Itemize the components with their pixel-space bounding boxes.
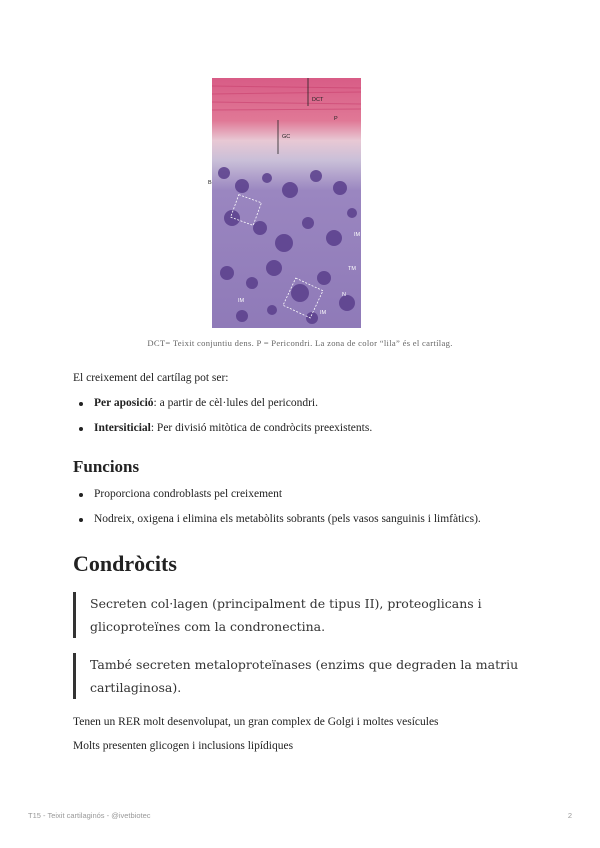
list-item-term: Per aposició [94, 397, 154, 409]
list-item-text: Proporciona condroblasts pel creixement [94, 488, 283, 500]
label-dct: DCT [312, 97, 324, 103]
blockquote: També secreten metaloproteïnases (enzims que degraden la matriu cartilaginosa). [73, 653, 550, 699]
label-b: B [208, 180, 212, 186]
footer-title: T15 - Teixit cartilaginós - @ivetbiotec [28, 811, 151, 820]
label-n: N [342, 292, 346, 298]
growth-intro: El creixement del cartílag pot ser: [73, 372, 229, 384]
label-im-1: IM [354, 232, 361, 238]
section-heading-functions: Funcions [73, 457, 140, 476]
label-im-3: IM [320, 310, 327, 316]
label-tm: TM [348, 266, 356, 272]
growth-list [73, 397, 372, 435]
label-gc: GC [282, 134, 291, 140]
list-item [73, 422, 372, 435]
list-item-text: : a partir de cèl·lules del pericondri. [153, 397, 318, 409]
list-item-text: : Per divisió mitòtica de condròcits preexistents. [150, 422, 373, 434]
page-number: 2 [567, 811, 572, 820]
paragraph: Tenen un RER molt desenvolupat, un gran complex de Golgi i moltes vesícules [73, 716, 439, 728]
list-item [73, 513, 481, 526]
paragraph: Molts presenten glicogen i inclusions lipídiques [73, 740, 294, 752]
section-heading-chondrocytes: Condròcits [73, 551, 177, 576]
list-item-text: Nodreix, oxigena i elimina els metabòlits sobrants (pels vasos sanguinis i limfàtics). [94, 513, 481, 525]
list-item [73, 397, 372, 410]
list-item-term: Intersiticial [94, 422, 151, 434]
figure-caption: DCT= Teixit conjuntiu dens. P = Pericondri. La zona de color “lila” és el cartílag. [147, 338, 453, 348]
label-im-2: IM [238, 298, 245, 304]
histology-micrograph [208, 78, 361, 328]
functions-list [73, 488, 481, 526]
blockquote: Secreten col·lagen (principalment de tipus II), proteoglicans i glicoproteïnes com la condronectina. [73, 592, 550, 638]
label-p: P [334, 116, 338, 122]
list-item [73, 488, 481, 501]
micrograph-image [208, 78, 361, 328]
